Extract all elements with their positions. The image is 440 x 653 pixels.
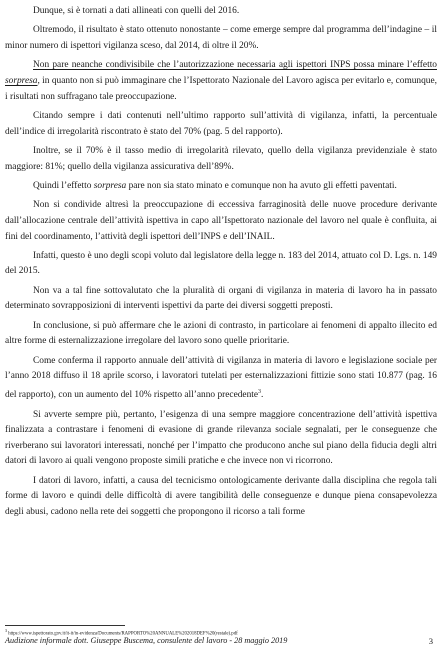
- footnote-link[interactable]: https://www.ispettorato.gov.it/it-it/in-evidenza/Documents/RAPPORTO%20ANNUALE%202018DEF%20(restale).pdf: [8, 631, 238, 637]
- paragraph-8-text: Infatti, questo è uno degli scopi voluto dal legislatore della legge n. 183 del 2014, attuato col D. Lgs. n. 149 del 2015.: [5, 250, 437, 277]
- paragraph-12: [5, 408, 437, 470]
- paragraph-11-text: Come conferma il rapporto annuale dell’attività di vigilanza in materia di lavoro e legislazione sociale per l’anno 2018 diffuso il 18 aprile scorso, i lavoratori tutelati per esternalizzazioni fittizie sono stati 10.877 (pag. 16 del rapporto), con un aumento del 10% rispetto all’anno precedente: [5, 355, 437, 401]
- paragraph-3: [5, 58, 437, 105]
- paragraph-2-text: Oltremodo, il risultato è stato ottenuto nonostante – come emerge sempre dal programma dell’indagine – il minor numero di ispettori vigilanza sceso, dal 2014, di oltre il 20%.: [5, 25, 437, 51]
- paragraph-1: [5, 4, 437, 20]
- footnote-reference: 3: [258, 389, 262, 396]
- paragraph-6-text-a: Quindi l’effetto: [33, 180, 94, 191]
- paragraph-12-text: Si avverte sempre più, pertanto, l’esigenza di una sempre maggiore concentrazione dell’attività ispettiva finalizzata a contrastare i fenomeni di evasione di grande rilevanza sociale segnalati, per le conseguenze che riverberano sui lavoratori interessati, nonché per l’impatto che producono anche sul piano della fiducia degli altri datori di lavoro ai quali vengono proposte simili pratiche e che invece non vi ricorrono.: [5, 409, 437, 467]
- footnote-divider: [5, 625, 125, 626]
- paragraph-9: [5, 284, 437, 315]
- paragraph-13-text: I datori di lavoro, infatti, a causa del tecnicismo ontologicamente derivante dalla disciplina che regola tali forme di lavoro e quindi delle difficoltà di avere tangibilità delle conseguenze e dunque piena consapevolezza degli abusi, cadono nella rete dei soggetti che propongono il ricorso a tali forme: [5, 475, 437, 517]
- paragraph-3-emphasis: sorpresa: [5, 75, 38, 86]
- footnote-number: 3: [5, 628, 7, 633]
- paragraph-8: [5, 249, 437, 280]
- paragraph-6-emphasis: sorpresa: [93, 180, 127, 191]
- paragraph-11-end: .: [261, 390, 264, 401]
- page-footer: [5, 635, 437, 647]
- paragraph-2: [5, 23, 437, 54]
- paragraph-9-text: Non va a tal fine sottovalutato che la pluralità di organi di vigilanza in materia di lavoro ha in passato determinato sovrapposizioni di interventi ispettivi da parte dei diversi soggetti preposti.: [5, 285, 437, 312]
- paragraph-5: [5, 144, 437, 175]
- paragraph-1-text: Dunque, si è tornati a dati allineati con quelli del 2016.: [33, 6, 240, 16]
- paragraph-7-text: Non si condivide altresì la preoccupazione di eccessiva farraginosità delle nuove procedure derivante dall’allocazione centrale dell’attività ispettiva in capo all’Ispettorato nazionale del lavoro nel quale è confluita, ai fini del coordinamento, l’attività degli ispettori dell’INPS e dell’INAIL.: [5, 200, 437, 242]
- paragraph-7: [5, 198, 437, 245]
- paragraph-4: [5, 109, 437, 140]
- paragraph-6: [5, 179, 437, 195]
- paragraph-4-text: Citando sempre i dati contenuti nell’ultimo rapporto sull’attività di vigilanza, infatti, la percentuale dell’indice di irregolarità riscontrato è stato del 70% (pag. 5 del rapporto).: [5, 110, 437, 137]
- paragraph-10-text: In conclusione, si può affermare che le azioni di contrasto, in particolare ai fenomeni di appalto illecito ed altre forme di esternalizzazione irregolare del lavoro sono quelle prioritarie.: [5, 320, 437, 347]
- paragraph-11: [5, 354, 437, 404]
- paragraph-10: [5, 319, 437, 350]
- body-text: [5, 4, 437, 524]
- paragraph-6-text-b: pare non sia stato minato e comunque non ha avuto gli effetti paventati.: [126, 180, 397, 191]
- paragraph-5-text: Inoltre, se il 70% è il tasso medio di irregolarità rilevato, quello della vigilanza previdenziale è stato maggiore: 81%; quello della vigilanza assicurativa dell’89%.: [5, 145, 437, 172]
- paragraph-3-text-a: Non pare neanche condivisibile che l’autorizzazione necessaria agli ispettori INPS possa minare l’effetto: [33, 60, 437, 71]
- paragraph-13: [5, 474, 437, 521]
- footer-text: Audizione informale dott. Giuseppe Buscema, consulente del lavoro - 28 maggio 2019: [5, 636, 288, 645]
- page-number: 3: [428, 636, 433, 646]
- paragraph-3-text-b: , in quanto non si può immaginare che l’Ispettorato Nazionale del Lavoro agisca per evitarlo e, comunque, i risultati non suffragano tale preoccupazione.: [5, 75, 437, 102]
